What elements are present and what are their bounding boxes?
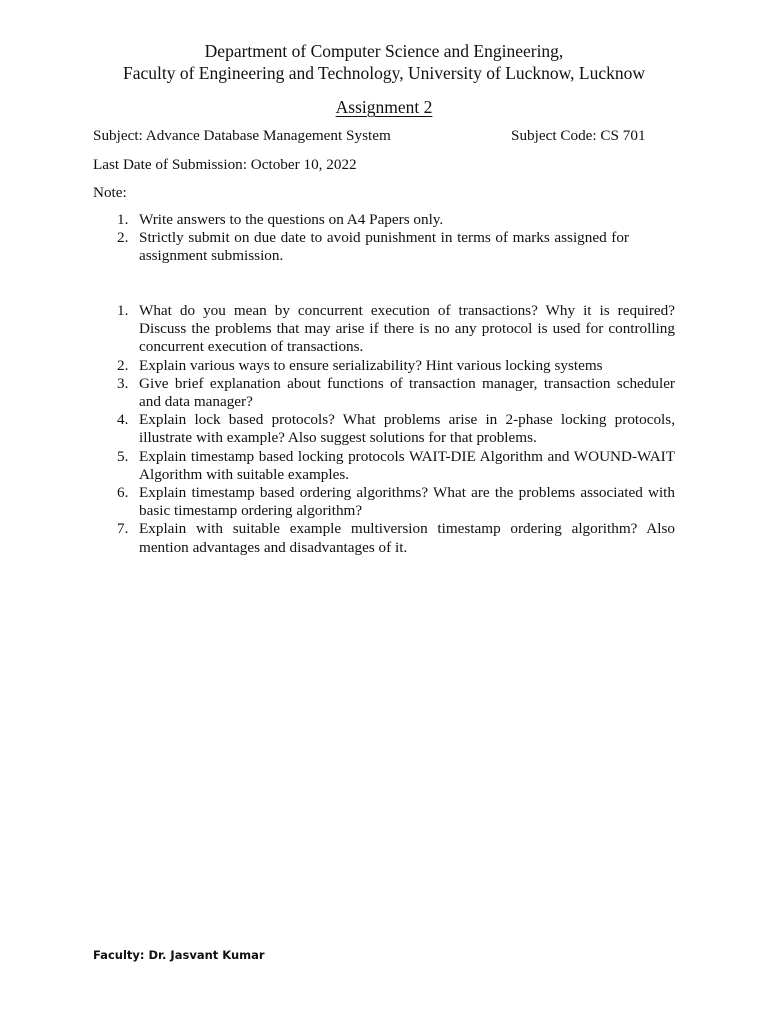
header-line-department: Department of Computer Science and Engineering, (204, 41, 564, 61)
question-item (93, 484, 675, 520)
question-number: 2. (117, 356, 129, 374)
questions-list (93, 302, 675, 557)
header-line-faculty-university: Faculty of Engineering and Technology, University of Lucknow, Lucknow (122, 63, 646, 83)
question-text: Explain lock based protocols? What problems arise in 2-phase locking protocols, illustrate with example? Also suggest solutions for that problems. (139, 411, 675, 447)
note-label: Note: (93, 184, 127, 201)
question-item (93, 520, 675, 556)
question-text: Explain with suitable example multiversion timestamp ordering algorithm? Also mention advantages and disadvantages of it. (139, 520, 675, 556)
list-item-number: 2. (117, 229, 129, 247)
list-item (93, 229, 629, 265)
question-item (93, 375, 675, 411)
question-number: 7. (117, 520, 129, 538)
department-header (0, 40, 768, 84)
question-number: 6. (117, 484, 129, 502)
list-item (93, 211, 629, 229)
last-date-of-submission: Last Date of Submission: October 10, 2022 (93, 156, 357, 173)
assignment-title (0, 96, 768, 118)
list-item-text: Strictly submit on due date to avoid punishment in terms of marks assigned for assignment submission. (139, 229, 629, 265)
question-number: 4. (117, 411, 129, 429)
subject-line: Subject: Advance Database Management System (93, 127, 391, 144)
question-item (93, 302, 675, 357)
list-item-text: Write answers to the questions on A4 Papers only. (139, 211, 444, 228)
notes-list (93, 211, 629, 266)
question-item (93, 448, 675, 484)
question-text: Explain timestamp based ordering algorithms? What are the problems associated with basic timestamp ordering algorithm? (139, 484, 675, 520)
list-item-number: 1. (117, 211, 129, 228)
question-number: 5. (117, 447, 129, 465)
subject-code: Subject Code: CS 701 (511, 127, 646, 144)
question-item (93, 411, 675, 447)
question-text: Give brief explanation about functions of transaction manager, transaction scheduler and data manager? (139, 374, 675, 411)
question-text: Explain timestamp based locking protocols WAIT-DIE Algorithm and WOUND-WAIT Algorithm with suitable examples. (139, 447, 675, 483)
question-text: What do you mean by concurrent execution of transactions? Why it is required? Discuss the problems that may arise if there is no any protocol is used for controlling concurrent execution of transactions. (139, 302, 675, 356)
question-number: 1. (117, 302, 129, 319)
question-number: 3. (117, 374, 129, 392)
faculty-footer: Faculty: Dr. Jasvant Kumar (93, 948, 265, 962)
question-text: Explain various ways to ensure serializability? Hint various locking systems (139, 356, 603, 374)
assignment-title-text: Assignment 2 (335, 97, 433, 117)
question-item (93, 357, 675, 375)
